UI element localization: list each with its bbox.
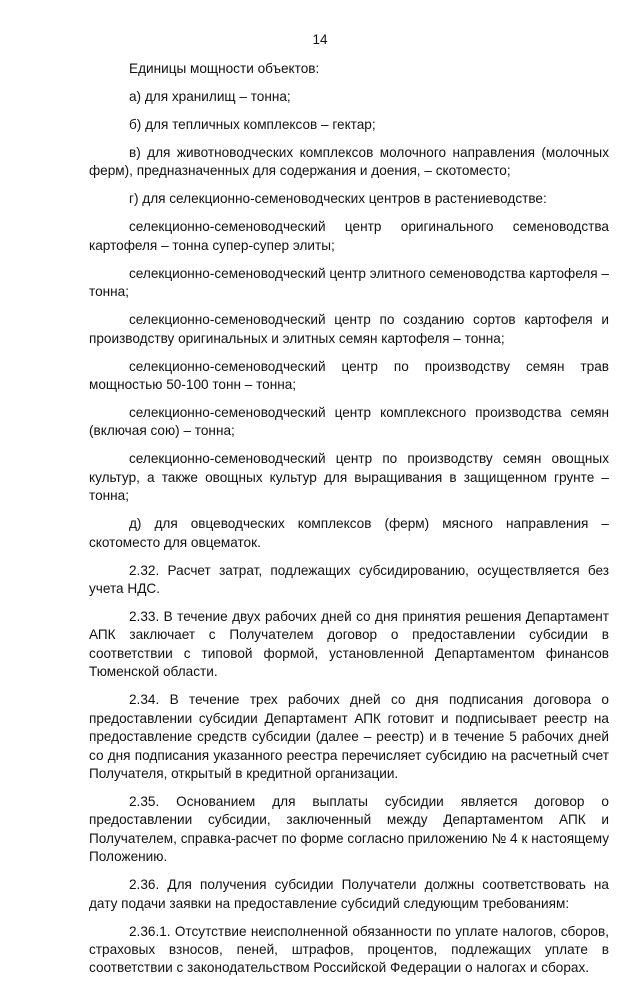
paragraph-original-potato: селекционно-семеноводческий центр оригинального семеноводства картофеля – тонна супер-супер элиты; bbox=[89, 219, 609, 253]
page-number: 14 bbox=[312, 32, 328, 47]
paragraph-sheep: д) для овцеводческих комплексов (ферм) мясного направления – скотоместо для овцематок. bbox=[89, 516, 609, 550]
paragraph-seed-centers: г) для селекционно-семеноводческих центров в растениеводстве: bbox=[129, 191, 547, 207]
paragraph-grass-seeds: селекционно-семеноводческий центр по производству семян трав мощностью 50-100 тонн – тонна; bbox=[89, 358, 609, 393]
paragraph-2-36-1: 2.36.1. Отсутствие неисполненной обязанности по уплате налогов, сборов, страховых взносов, пеней, штрафов, процентов, подлежащих уплате в соответствии с законодательством Российской Федерации о налогах и сборах. bbox=[89, 923, 609, 976]
paragraph-2-33: 2.33. В течение двух рабочих дней со дня принятия решения Департамент АПК заключает с Получателем договор о предоставлении субсидии в соответствии с типовой формой, установленной Департаментом финансов Тюменской области. bbox=[89, 609, 609, 680]
paragraph-complex-seeds: селекционно-семеноводческий центр комплексного производства семян (включая сою) – тонна; bbox=[89, 405, 609, 439]
paragraph-storage: а) для хранилищ – тонна; bbox=[129, 89, 291, 104]
paragraph-2-34: 2.34. В течение трех рабочих дней со дня подписания договора о предоставлении субсидии Департамент АПК готовит и подписывает реестр на предоставление средств субсидии (далее – реестр) и в течение 5 рабочих дней со дня подписания указанного реестра перечисляет субсидию на расчетный счет Получателя, открытый в кредитной организации. bbox=[89, 692, 609, 781]
document-body bbox=[89, 60, 609, 987]
paragraph-potato-varieties: селекционно-семеноводческий центр по созданию сортов картофеля и производству оригинальных и элитных семян картофеля – тонна; bbox=[89, 312, 609, 346]
paragraph-2-36: 2.36. Для получения субсидии Получатели должны соответствовать на дату подачи заявки на предоставление субсидий следующим требованиям: bbox=[89, 877, 609, 911]
paragraph-dairy: в) для животноводческих комплексов молочного направления (молочных ферм), предназначенных для содержания и доения, – скотоместо; bbox=[89, 145, 609, 179]
paragraph-greenhouse: б) для тепличных комплексов – гектар; bbox=[129, 117, 376, 132]
paragraph-elite-potato: селекционно-семеноводческий центр элитного семеноводства картофеля – тонна; bbox=[89, 265, 609, 300]
paragraph-2-35: 2.35. Основанием для выплаты субсидии является договор о предоставлении субсидии, заключенный между Департаментом АПК и Получателем, справка-расчет по форме согласно приложению № 4 к настоящему Положению. bbox=[89, 793, 609, 865]
paragraph-vegetable-seeds: селекционно-семеноводческий центр по производству семян овощных культур, а также овощных культур для выращивания в защищенном грунте – тонна; bbox=[89, 451, 609, 504]
paragraph-capacity-units: Единицы мощности объектов: bbox=[129, 61, 320, 76]
paragraph-2-32: 2.32. Расчет затрат, подлежащих субсидированию, осуществляется без учета НДС. bbox=[89, 562, 609, 597]
